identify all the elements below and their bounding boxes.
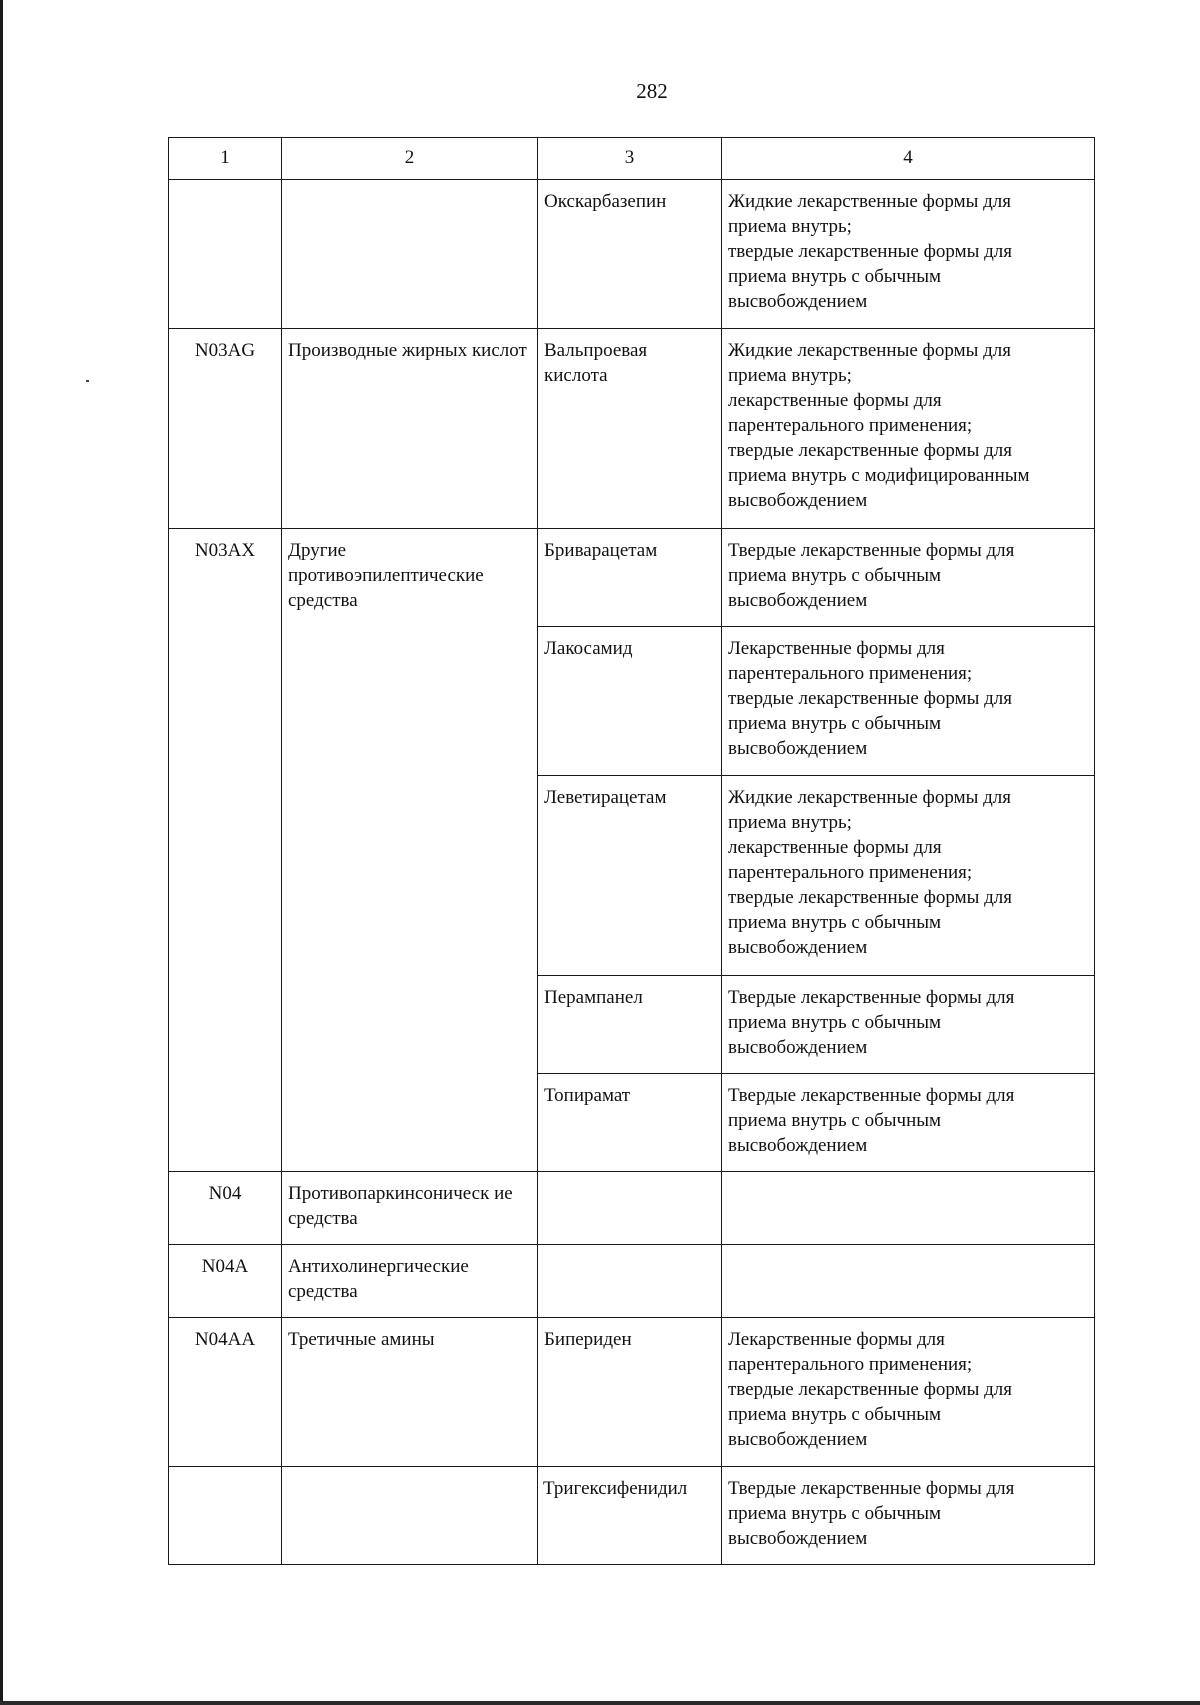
dosage-form-line: приема внутрь с обычным xyxy=(728,1503,942,1524)
dosage-form-line: приема внутрь с обычным xyxy=(728,565,942,586)
dosage-form-line: приема внутрь с обычным xyxy=(728,1110,942,1131)
drug-name-cell: Лакосамид xyxy=(538,627,722,776)
dosage-forms-cell xyxy=(722,776,1095,976)
dosage-form-line: Твердые лекарственные формы для xyxy=(728,1478,1015,1499)
table-row xyxy=(169,1318,1095,1467)
drug-name-cell: Тригексифенидил xyxy=(538,1467,722,1565)
dosage-form-line: твердые лекарственные формы для xyxy=(728,241,1013,262)
dosage-form-line: парентерального применения; xyxy=(728,862,973,883)
dosage-form-line: высвобождением xyxy=(728,937,868,958)
drug-name-cell: Бипериден xyxy=(538,1318,722,1467)
dosage-forms-cell xyxy=(722,1172,1095,1245)
dosage-form-line: Лекарственные формы для xyxy=(728,1329,945,1350)
dosage-form-line: приема внутрь с обычным xyxy=(728,266,942,287)
drug-name-cell: Перампанел xyxy=(538,976,722,1074)
drug-name-cell xyxy=(538,1172,722,1245)
dosage-form-line: приема внутрь с обычным xyxy=(728,1404,942,1425)
dosage-forms-cell xyxy=(722,529,1095,627)
group-name-cell: Противопаркинсоническ ие средства xyxy=(282,1172,538,1245)
atc-code-cell: N04 xyxy=(169,1172,282,1245)
dosage-form-line: твердые лекарственные формы для xyxy=(728,688,1013,709)
dosage-form-line: высвобождением xyxy=(728,590,868,611)
drug-name-cell: Леветирацетам xyxy=(538,776,722,976)
dosage-forms-cell xyxy=(722,627,1095,776)
scan-edge-left xyxy=(0,0,3,1705)
atc-code-cell xyxy=(169,180,282,329)
dosage-form-line: Жидкие лекарственные формы для xyxy=(728,340,1011,361)
dosage-form-line: приема внутрь; xyxy=(728,812,852,833)
atc-code-cell: N03AG xyxy=(169,329,282,529)
dosage-form-line: парентерального применения; xyxy=(728,663,973,684)
group-name-cell: Производные жирных кислот xyxy=(282,329,538,529)
table-row xyxy=(169,329,1095,529)
header-col-1: 1 xyxy=(169,138,282,180)
dosage-form-line: высвобождением xyxy=(728,1429,868,1450)
dosage-form-line: Твердые лекарственные формы для xyxy=(728,987,1015,1008)
dosage-forms-cell xyxy=(722,1245,1095,1318)
header-col-2: 2 xyxy=(282,138,538,180)
dosage-form-line: Жидкие лекарственные формы для xyxy=(728,191,1011,212)
dosage-form-line: Жидкие лекарственные формы для xyxy=(728,787,1011,808)
dosage-form-line: приема внутрь с обычным xyxy=(728,912,942,933)
dosage-form-line: высвобождением xyxy=(728,1528,868,1549)
drug-name-cell xyxy=(538,1245,722,1318)
table-header-row xyxy=(169,138,1095,180)
group-name-cell: Третичные амины xyxy=(282,1318,538,1467)
dosage-forms-cell xyxy=(722,180,1095,329)
dosage-form-line: приема внутрь; xyxy=(728,216,852,237)
atc-code-cell: N04AA xyxy=(169,1318,282,1467)
medication-table xyxy=(168,137,1095,1565)
dosage-forms-cell xyxy=(722,1467,1095,1565)
dosage-form-line: высвобождением xyxy=(728,1135,868,1156)
dosage-form-line: лекарственные формы для xyxy=(728,390,942,411)
dosage-form-line: твердые лекарственные формы для xyxy=(728,1379,1013,1400)
dosage-form-line: твердые лекарственные формы для xyxy=(728,440,1013,461)
table-row xyxy=(169,180,1095,329)
group-name-cell xyxy=(282,180,538,329)
dosage-forms-cell xyxy=(722,329,1095,529)
header-col-3: 3 xyxy=(538,138,722,180)
dosage-form-line: твердые лекарственные формы для xyxy=(728,887,1013,908)
group-name-cell: Антихолинергические средства xyxy=(282,1245,538,1318)
dosage-form-line: парентерального применения; xyxy=(728,415,973,436)
dosage-form-line: приема внутрь с модифицированным xyxy=(728,465,1030,486)
dosage-forms-cell xyxy=(722,1318,1095,1467)
dosage-form-line: Лекарственные формы для xyxy=(728,638,945,659)
group-name-cell xyxy=(282,1467,538,1565)
dosage-form-line: Твердые лекарственные формы для xyxy=(728,1085,1015,1106)
dosage-form-line: парентерального применения; xyxy=(728,1354,973,1375)
atc-code-cell xyxy=(169,1467,282,1565)
scan-speck xyxy=(86,380,89,382)
atc-code-cell: N04A xyxy=(169,1245,282,1318)
page-number: 282 xyxy=(636,79,668,103)
dosage-form-line: лекарственные формы для xyxy=(728,837,942,858)
header-col-4: 4 xyxy=(722,138,1095,180)
drug-name-cell: Окскарбазепин xyxy=(538,180,722,329)
table-row xyxy=(169,529,1095,627)
dosage-form-line: высвобождением xyxy=(728,490,868,511)
drug-name-cell: Топирамат xyxy=(538,1074,722,1172)
dosage-form-line: приема внутрь с обычным xyxy=(728,1012,942,1033)
dosage-form-line: высвобождением xyxy=(728,738,868,759)
dosage-form-line: высвобождением xyxy=(728,1037,868,1058)
dosage-form-line: приема внутрь с обычным xyxy=(728,713,942,734)
dosage-form-line: Твердые лекарственные формы для xyxy=(728,540,1015,561)
group-name-cell: Другие противоэпилептические средства xyxy=(282,529,538,1172)
table-row xyxy=(169,1467,1095,1565)
drug-name-cell: Бриварацетам xyxy=(538,529,722,627)
dosage-forms-cell xyxy=(722,1074,1095,1172)
drug-name-cell: Вальпроевая кислота xyxy=(538,329,722,529)
dosage-form-line: приема внутрь; xyxy=(728,365,852,386)
table-row xyxy=(169,1172,1095,1245)
table-row xyxy=(169,1245,1095,1318)
dosage-form-line: высвобождением xyxy=(728,291,868,312)
atc-code-cell: N03AX xyxy=(169,529,282,1172)
dosage-forms-cell xyxy=(722,976,1095,1074)
scan-edge-bottom xyxy=(0,1701,1200,1705)
